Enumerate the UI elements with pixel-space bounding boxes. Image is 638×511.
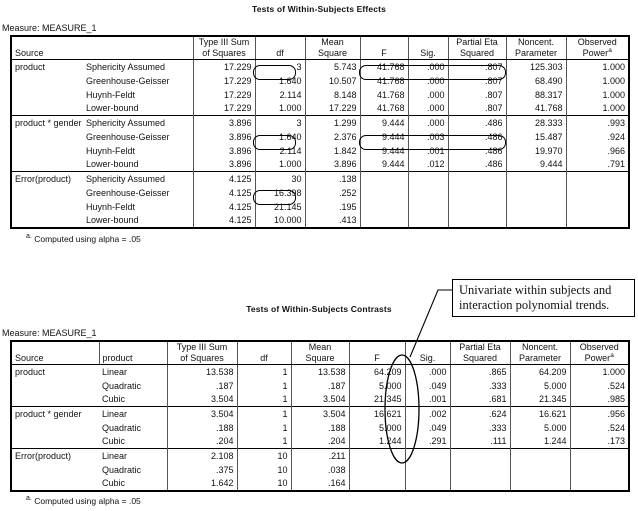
col-header-assumption [83,36,193,60]
cell-df: 1.640 [255,130,305,144]
cell-ss: .188 [167,421,237,435]
col-header-sig: Sig. [405,341,450,365]
cell-eta: .807 [448,88,506,102]
cell-ss: 17.229 [193,74,255,88]
cell-product: Linear [99,407,167,421]
table-row [11,463,629,477]
cell-df: 21.145 [255,200,305,214]
cell-power [566,172,629,186]
cell-eta [448,200,506,214]
cell-noncent [506,214,566,228]
cell-product: Cubic [99,435,167,449]
cell-ms: .195 [305,200,360,214]
cell-ss: 4.125 [193,186,255,200]
cell-df: 3 [255,60,305,74]
cell-f: 41.768 [360,88,408,102]
cell-power [570,463,629,477]
cell-assumption: Sphericity Assumed [83,172,193,186]
cell-f: 5.000 [349,379,405,393]
cell-ss: 17.229 [193,88,255,102]
col-header-observed-power: Observed Power$^a$ [566,36,629,60]
table-row [11,393,629,407]
col-header-df: df [237,341,291,365]
cell-eta: .486 [448,130,506,144]
footnote-text: Computed using alpha = .05 [34,233,141,244]
cell-power: .956 [570,407,629,421]
within-subjects-effects-panel [0,4,638,243]
table-row [11,74,629,88]
cell-eta [450,477,510,491]
cell-power: .966 [607,145,625,156]
cell-source: Error(product) [11,172,83,186]
cell-ms: .187 [291,379,349,393]
cell-f: 21.345 [349,393,405,407]
cell-f: 5.000 [349,421,405,435]
cell-f [349,463,405,477]
cell-eta: .333 [450,379,510,393]
cell-source [11,477,99,491]
cell-noncent: 9.444 [506,158,566,172]
cell-ss: 13.538 [167,365,237,379]
cell-source [11,88,83,102]
cell-df: 10 [237,477,291,491]
table-row [11,407,629,421]
cell-ss: .375 [167,463,237,477]
cell-power: 1.000 [602,366,625,377]
cell-eta: .333 [450,421,510,435]
cell-ss: 1.642 [167,477,237,491]
cell-eta [450,449,510,463]
footnote-text: Computed using alpha = .05 [34,495,141,506]
cell-f: 9.444 [360,144,408,158]
cell-noncent: 16.621 [510,407,570,421]
cell-ss: 3.504 [167,407,237,421]
cell-ms: .413 [305,214,360,228]
cell-sig [408,200,448,214]
col-header-partial-eta-squared: Partial Eta Squared [448,36,506,60]
cell-df: 1 [237,407,291,421]
col-header-type-iii-sum-of-squares: Type III Sum of Squares [193,36,255,60]
cell-power [570,449,629,463]
cell-sig [405,477,450,491]
cell-source [11,421,99,435]
cell-f [360,186,408,200]
table-row [11,477,629,491]
cell-power [566,214,629,228]
cell-power: 1.000 [602,61,625,72]
table-row [11,449,629,463]
col-header-source: Source [11,36,83,60]
cell-eta: .681 [450,393,510,407]
cell-df: 1.000 [255,102,305,116]
col-header-partial-eta-squared: Partial Eta Squared [450,341,510,365]
cell-assumption: Sphericity Assumed [83,60,193,74]
cell-ss: 17.229 [193,102,255,116]
cell-source [11,463,99,477]
cell-sig: .000 [408,116,448,130]
cell-sig: .049 [405,421,450,435]
cell-df: 1 [237,379,291,393]
cell-noncent: 5.000 [510,379,570,393]
cell-df: 10 [237,463,291,477]
cell-ss: 3.896 [193,116,255,130]
cell-power: .993 [566,116,629,130]
cell-ms: 17.229 [305,102,360,116]
cell-noncent: 88.317 [506,88,566,102]
col-header-product: product [99,341,167,365]
annotation-callout [452,279,635,317]
cell-sig [408,214,448,228]
annotation-callout-line-1: Univariate within subjects and [459,283,612,297]
col-header-noncent-parameter: Noncent. Parameter [506,36,566,60]
cell-ss: 4.125 [193,200,255,214]
cell-ss: 3.504 [167,393,237,407]
within-subjects-contrasts-panel [0,304,638,505]
cell-assumption: Greenhouse-Geisser [83,74,193,88]
cell-sig: .000 [408,102,448,116]
cell-sig [408,186,448,200]
cell-df: 1 [237,421,291,435]
cell-power: .924 [607,131,625,142]
cell-product: Quadratic [99,379,167,393]
cell-ms: .038 [291,463,349,477]
cell-eta: .807 [448,74,506,88]
cell-ms: 8.148 [305,88,360,102]
cell-f [360,214,408,228]
cell-sig: .001 [408,144,448,158]
cell-eta: .486 [448,158,506,172]
table-row [11,186,629,200]
cell-eta [448,172,506,186]
cell-eta [448,214,506,228]
cell-df: 10.000 [255,214,305,228]
cell-power: .524 [607,422,625,433]
cell-assumption: Huynh-Feldt [83,88,193,102]
cell-ms: 1.842 [305,144,360,158]
cell-sig [405,463,450,477]
cell-ss: 3.896 [193,130,255,144]
cell-f [360,172,408,186]
table-2-measure-label: Measure: MEASURE_1 [2,328,97,338]
cell-df: 10 [237,449,291,463]
col-header-mean-square: Mean Square [305,36,360,60]
cell-df: 2.114 [255,88,305,102]
cell-ss: 3.896 [193,158,255,172]
cell-eta: .807 [448,102,506,116]
cell-f [360,200,408,214]
cell-ss: .187 [167,379,237,393]
cell-f: 16.621 [349,407,405,421]
cell-source [11,214,83,228]
cell-ms: .252 [305,186,360,200]
cell-assumption: Huynh-Feldt [83,200,193,214]
cell-df: 1.640 [255,74,305,88]
table-2-body [11,365,629,491]
cell-noncent [506,186,566,200]
table-1-body [11,60,629,228]
col-header-type-iii-sum-of-squares: Type III Sum of Squares [167,341,237,365]
cell-noncent: 1.244 [510,435,570,449]
table-1-title: Tests of Within-Subjects Effects [252,4,386,14]
col-header-sig: Sig. [408,36,448,60]
cell-ss: 4.125 [193,214,255,228]
cell-ms: 3.504 [291,407,349,421]
cell-source [11,393,99,407]
cell-ms: 3.504 [291,393,349,407]
cell-noncent: 21.345 [510,393,570,407]
table-row [11,200,629,214]
cell-source: product * gender [11,407,99,421]
cell-ms: 10.507 [305,74,360,88]
col-header-observed-power: Observed Power$^a$ [570,341,629,365]
cell-source [11,144,83,158]
cell-source [11,379,99,393]
cell-power: .524 [607,380,625,391]
cell-df: 16.398 [255,186,305,200]
cell-df: 1.000 [255,158,305,172]
cell-noncent: 68.490 [506,74,566,88]
cell-noncent: 19.970 [506,144,566,158]
cell-sig: .003 [408,130,448,144]
cell-source: product * gender [11,116,83,130]
cell-power: 1.000 [602,103,625,113]
cell-noncent: 28.333 [506,116,566,130]
cell-ms: 1.299 [305,116,360,130]
cell-power: 1.000 [602,75,625,86]
cell-noncent: 41.768 [506,102,566,116]
col-header-source: Source [11,341,99,365]
cell-sig: .000 [408,60,448,74]
table-row [11,379,629,393]
cell-f: 9.444 [360,130,408,144]
table-row [11,60,629,74]
cell-ms: 2.376 [305,130,360,144]
table-row [11,172,629,186]
cell-assumption: Lower-bound [83,214,193,228]
cell-noncent [510,449,570,463]
cell-assumption: Greenhouse-Geisser [83,130,193,144]
cell-eta: .865 [450,365,510,379]
within-subjects-contrasts-table [10,340,630,492]
cell-source [11,435,99,449]
cell-ms: 5.743 [305,60,360,74]
table-2-title: Tests of Within-Subjects Contrasts [246,304,392,314]
table-2-header-row [11,341,629,365]
cell-f: 41.768 [360,74,408,88]
within-subjects-effects-table [10,35,630,229]
cell-sig [405,449,450,463]
table-row [11,130,629,144]
cell-power [570,477,629,491]
cell-power: .985 [607,394,625,404]
cell-f [349,477,405,491]
cell-ss: 2.108 [167,449,237,463]
cell-df: 2.114 [255,144,305,158]
cell-product: Quadratic [99,421,167,435]
cell-assumption: Lower-bound [83,102,193,116]
col-header-f: F [349,341,405,365]
cell-f: 41.768 [360,102,408,116]
cell-df: 1 [237,435,291,449]
cell-ss: .204 [167,435,237,449]
cell-power [566,200,629,214]
cell-source [11,130,83,144]
cell-f: 64.209 [349,365,405,379]
cell-product: Linear [99,449,167,463]
cell-product: Quadratic [99,463,167,477]
cell-f: 9.444 [360,116,408,130]
footnote-marker: a. [26,232,32,240]
cell-ms: .138 [305,172,360,186]
table-row [11,421,629,435]
table-row [11,158,629,172]
cell-assumption: Greenhouse-Geisser [83,186,193,200]
cell-noncent [506,200,566,214]
table-1-footnote [0,233,638,244]
cell-noncent: 15.487 [506,130,566,144]
cell-sig: .000 [405,365,450,379]
cell-eta [450,463,510,477]
cell-df: 3 [255,116,305,130]
cell-noncent [506,172,566,186]
cell-df: 1 [237,365,291,379]
cell-sig: .000 [408,88,448,102]
table-row [11,116,629,130]
cell-eta [448,186,506,200]
table-row [11,365,629,379]
col-header-noncent-parameter: Noncent. Parameter [510,341,570,365]
cell-noncent: 5.000 [510,421,570,435]
cell-assumption: Sphericity Assumed [83,116,193,130]
cell-noncent: 125.303 [506,60,566,74]
cell-source [11,74,83,88]
cell-ss: 4.125 [193,172,255,186]
annotation-callout-line-2: interaction polynomial trends. [459,298,610,312]
cell-power: .791 [607,159,625,169]
table-row [11,435,629,449]
cell-ss: 17.229 [193,60,255,74]
cell-sig: .049 [405,379,450,393]
cell-source: product [15,61,46,72]
cell-source [11,102,83,116]
cell-df: 1 [237,393,291,407]
cell-ms: 13.538 [291,365,349,379]
cell-source: Error(product) [11,449,99,463]
col-header-df: df [255,36,305,60]
cell-f [349,449,405,463]
cell-f: 9.444 [360,158,408,172]
cell-noncent [510,477,570,491]
footnote-marker: a. [26,494,32,502]
cell-product: Cubic [99,393,167,407]
cell-ms: .204 [291,435,349,449]
cell-eta: .111 [450,435,510,449]
cell-f: 1.244 [349,435,405,449]
cell-f: 41.768 [360,60,408,74]
col-header-f: F [360,36,408,60]
table-row [11,102,629,116]
cell-df: 30 [255,172,305,186]
cell-source [11,158,83,172]
cell-source [11,186,83,200]
table-1-header-row [11,36,629,60]
table-row [11,214,629,228]
cell-ms: 3.896 [305,158,360,172]
cell-source: product [15,366,46,377]
table-2-footnote [0,495,638,506]
cell-ms: .164 [291,477,349,491]
cell-ss: 3.896 [193,144,255,158]
cell-power: 1.000 [602,89,625,100]
cell-sig: .002 [405,407,450,421]
cell-power [566,186,629,200]
cell-eta: .486 [448,144,506,158]
cell-product: Cubic [99,477,167,491]
cell-ms: .188 [291,421,349,435]
cell-source [11,200,83,214]
cell-assumption: Lower-bound [83,158,193,172]
cell-sig: .291 [405,435,450,449]
cell-power: .173 [607,436,625,446]
col-header-mean-square: Mean Square [291,341,349,365]
table-row [11,144,629,158]
cell-sig: .012 [408,158,448,172]
cell-sig: .001 [405,393,450,407]
cell-sig: .000 [408,74,448,88]
cell-eta: .624 [450,407,510,421]
cell-eta: .486 [448,116,506,130]
cell-eta: .807 [448,60,506,74]
cell-product: Linear [99,365,167,379]
cell-noncent [510,463,570,477]
table-1-measure-label: Measure: MEASURE_1 [2,23,97,33]
cell-ms: .211 [291,449,349,463]
table-row [11,88,629,102]
cell-noncent: 64.209 [510,365,570,379]
cell-assumption: Huynh-Feldt [83,144,193,158]
cell-sig [408,172,448,186]
